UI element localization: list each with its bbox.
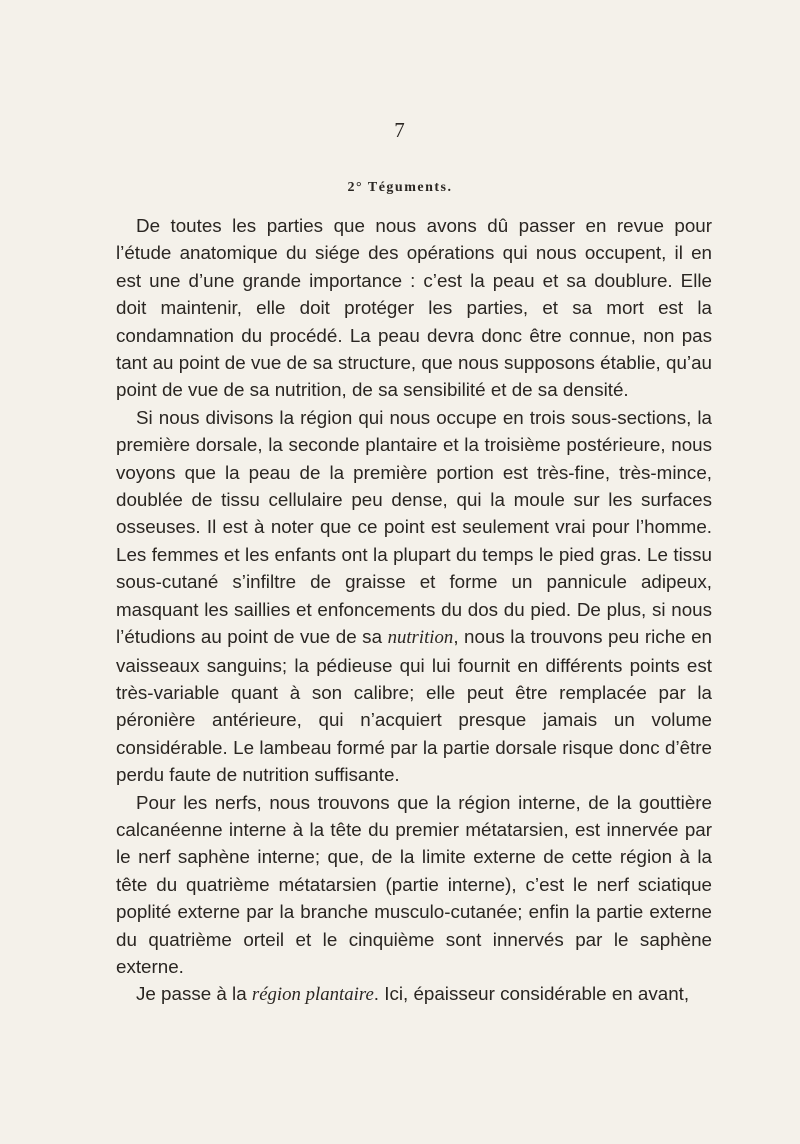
paragraph-2-emphasis: nutrition xyxy=(387,627,454,649)
section-heading: 2° Téguments. xyxy=(347,180,453,195)
paragraph-1: De toutes les parties que nous avons dû passer en revue pour l’étude anatomique du siége des opérations qui nous occupent, il en est une d’une grande importance : c’est la peau et sa doublure. Elle doit maintenir, elle doit protéger les parties, et sa mort est la condamnation du procédé. La peau devra donc être connue, non pas tant au point de vue de sa structure, que nous supposons établie, qu’au point de vue de sa nutrition, de sa sensibilité et de sa densité. xyxy=(116,215,712,401)
paragraph-2-text-after: , nous la trouvons peu riche en vaisseaux sanguins; la pédieuse qui lui fournit en différents points est très-variable quant à son calibre; elle peut être remplacée par la péronière antérieure, qui n’acquiert presque jamais un volume considérable. Le lambeau formé par la partie dorsale risque donc d’être perdu faute de nutrition suffisante. xyxy=(116,626,712,786)
paragraph-2-text-before: Si nous divisons la région qui nous occupe en trois sous-sections, la première dorsale, la seconde plantaire et la troisième postérieure, nous voyons que la peau de la première portion est très-fine, très-mince, doublée de tissu cellulaire peu dense, qui la moule sur les surfaces osseuses. Il est à noter que ce point est seulement vrai pour l’homme. Les femmes et les enfants ont la plupart du temps le pied gras. Le tissu sous-cutané s’infiltre de graisse et forme un pannicule adipeux, masquant les saillies et enfoncements du dos du pied. De plus, si nous l’étudions au point de vue de sa xyxy=(116,406,712,648)
paragraph-4-text-before: Je passe à la xyxy=(136,983,252,1005)
page-number: 7 xyxy=(394,118,406,142)
paragraph-4-emphasis: région plantaire xyxy=(251,984,374,1006)
paragraph-4-text-after: . Ici, épaisseur considérable en avant, xyxy=(373,983,690,1005)
paragraph-2 xyxy=(116,404,712,789)
paragraph-3: Pour les nerfs, nous trouvons que la région interne, de la gouttière calcanéenne interne à la tête du premier métatarsien, est innervée par le nerf saphène interne; que, de la limite externe de cette région à la tête du quatrième métatarsien (partie interne), c’est le nerf sciatique poplité externe par la branche musculo-cutanée; enfin la partie externe du quatrième orteil et le cinquième sont innervés par le saphène externe. xyxy=(116,791,712,977)
body-text xyxy=(116,212,712,1009)
paragraph-4 xyxy=(116,980,712,1008)
